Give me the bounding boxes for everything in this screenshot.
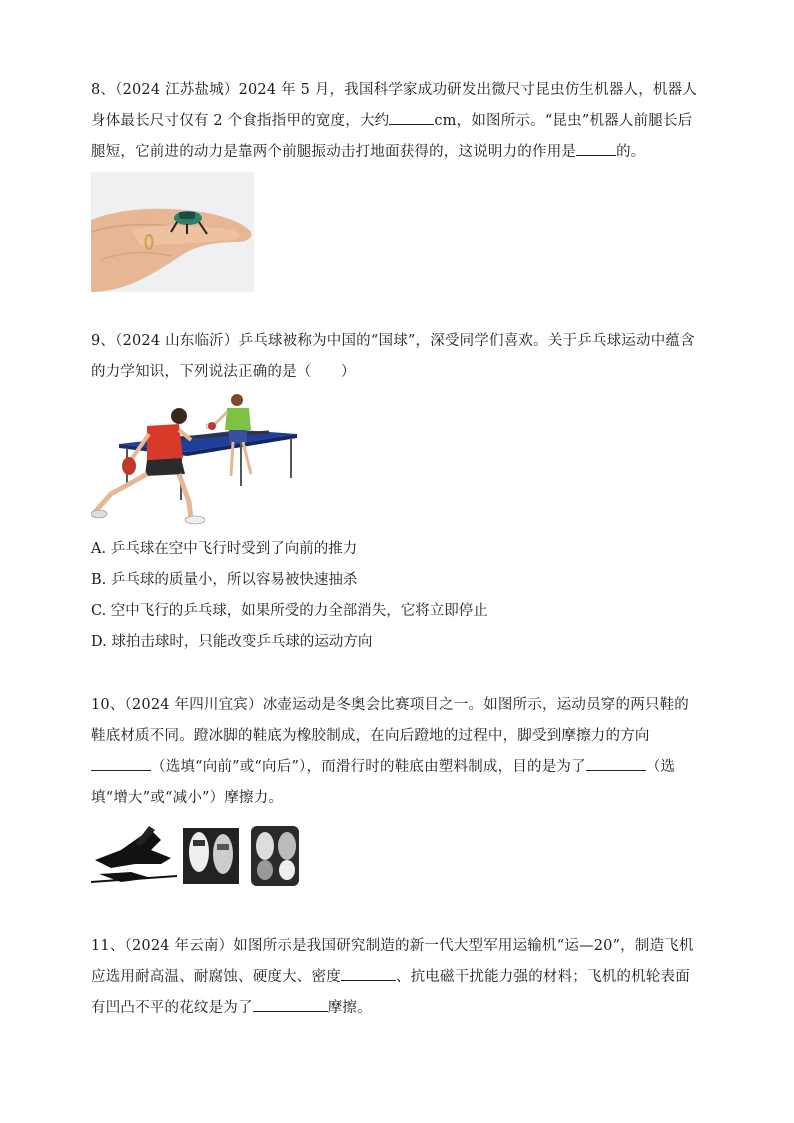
question-8-prefix: 8、（2024 江苏盐城）2024 年 5 月，我国科学家成功研发出微尺寸昆虫仿生机器人，机器人身体最长尺寸仅有 2 个食指指甲的宽度，大约 — [91, 82, 698, 129]
question-10-suffix: （选填“增大”或“减小”）摩擦力。 — [91, 759, 676, 806]
question-11-text — [91, 931, 703, 1024]
question-8-mid: cm，如图所示。“昆虫”机器人前腿长后腿短，它前进的动力是靠两个前腿振动击打地面获得的，这说明力的作用是 — [91, 113, 693, 160]
question-8 — [91, 75, 703, 168]
question-8-suffix: 的。 — [616, 144, 646, 160]
question-9 — [91, 326, 703, 388]
figure-curling — [91, 824, 303, 888]
answer-blank-8a[interactable] — [389, 110, 434, 125]
option-b[interactable]: B. 乒乓球的质量小，所以容易被快速抽杀 — [91, 572, 358, 588]
question-10-mid: （选填“向前”或“向后”），而滑行时的鞋底由塑料制成，目的是为了 — [151, 759, 586, 775]
option-c[interactable]: C. 空中飞行的乒乓球，如果所受的力全部消失，它将立即停止 — [91, 603, 488, 619]
question-8-text — [91, 75, 703, 168]
question-10-prefix: 10、（2024 年四川宜宾）冰壶运动是冬奥会比赛项目之一。如图所示，运动员穿的两只鞋的鞋底材质不同。蹬冰脚的鞋底为橡胶制成，在向后蹬地的过程中，脚受到摩擦力的方向 — [91, 697, 690, 744]
figure-hand-robot — [91, 172, 254, 292]
question-11-prefix: 11、（2024 年云南）如图所示是我国研究制造的新一代大型军用运输机“运—20”，制造飞机应选用耐高温、耐腐蚀、硬度大、密度 — [91, 938, 694, 985]
answer-blank-8b[interactable] — [576, 141, 616, 156]
hand-robot-illustration — [91, 172, 254, 292]
curling-illustration — [91, 824, 303, 888]
option-a[interactable]: A. 乒乓球在空中飞行时受到了向前的推力 — [91, 541, 358, 557]
question-10-text — [91, 690, 703, 814]
figure-table-tennis — [91, 390, 301, 528]
question-9-stem: 9、（2024 山东临沂）乒乓球被称为中国的“国球”，深受同学们喜欢。关于乒乓球运动中蕴含的力学知识，下列说法正确的是（ ） — [91, 333, 695, 380]
answer-blank-11a[interactable] — [341, 966, 396, 981]
question-11-mid: 、抗电磁干扰能力强的材料；飞机的机轮表面有凹凸不平的花纹是为了 — [91, 969, 690, 1016]
question-11-suffix: 摩擦。 — [327, 1000, 372, 1016]
answer-blank-11b[interactable] — [253, 997, 328, 1012]
question-11 — [91, 931, 703, 1024]
answer-blank-10a[interactable] — [91, 756, 151, 771]
answer-blank-10b[interactable] — [586, 756, 646, 771]
option-d[interactable]: D. 球拍击球时，只能改变乒乓球的运动方向 — [91, 634, 373, 650]
table-tennis-illustration — [91, 390, 301, 528]
question-10 — [91, 690, 703, 814]
